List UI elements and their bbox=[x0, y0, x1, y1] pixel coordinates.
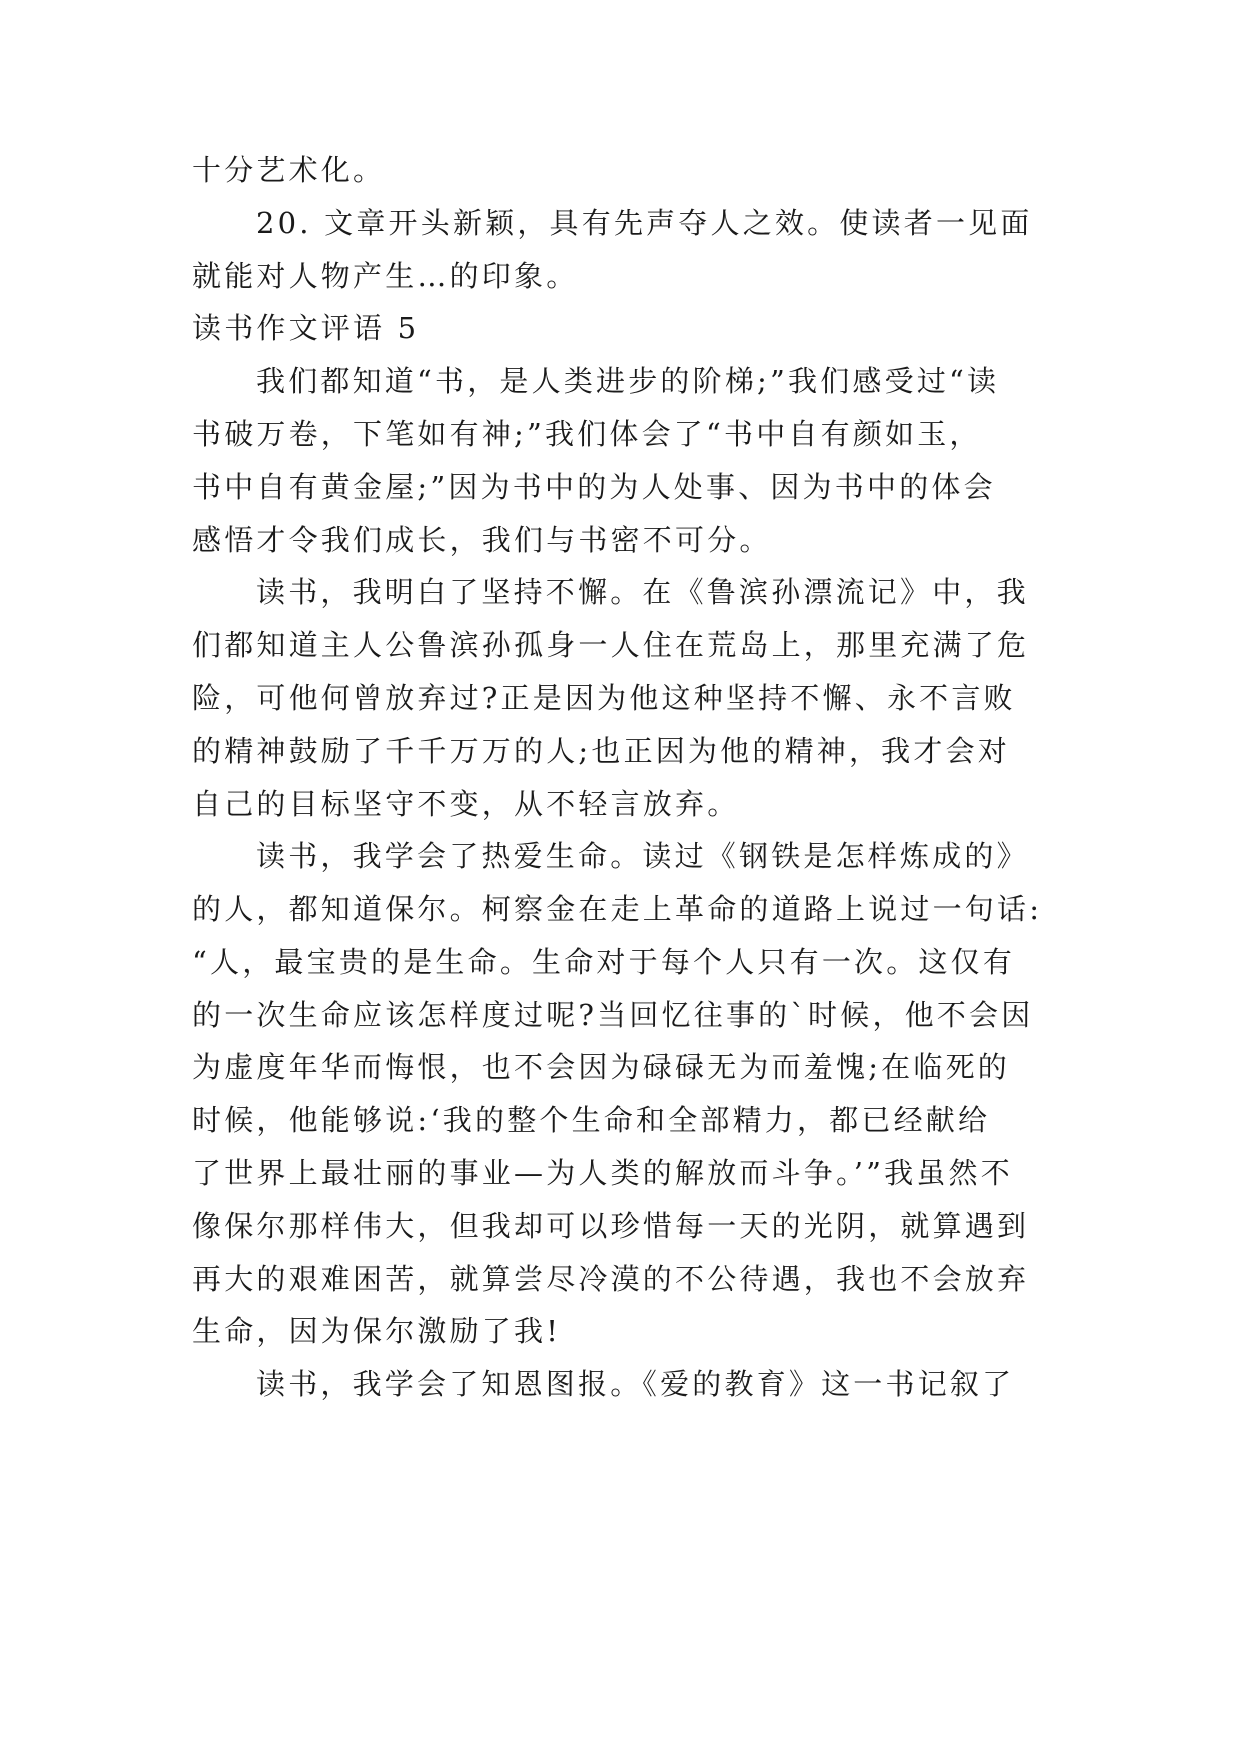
text-line: 十分艺术化。 bbox=[192, 153, 386, 187]
text-line: 的精神鼓励了千千万万的人;也正因为他的精神，我才会对 bbox=[192, 734, 1010, 768]
text-line: 就能对人物产生…的印象。 bbox=[192, 259, 579, 293]
text-line: 读书，我学会了知恩图报。《爱的教育》这一书记叙了 bbox=[256, 1367, 1015, 1401]
text-line: 书破万卷，下笔如有神;”我们体会了“书中自有颜如玉， bbox=[192, 417, 982, 451]
text-line: 像保尔那样伟大，但我却可以珍惜每一天的光阴，就算遇到 bbox=[192, 1209, 1030, 1243]
text-line: 自己的目标坚守不变，从不轻言放弃。 bbox=[192, 787, 740, 821]
text-line: 的一次生命应该怎样度过呢?当回忆往事的`时候，他不会因 bbox=[192, 998, 1034, 1032]
text-line: 时候，他能够说:‘我的整个生命和全部精力，都已经献给 bbox=[192, 1103, 991, 1137]
text-line: 20. 文章开头新颖，具有先声夺人之效。使读者一见面 bbox=[256, 206, 1033, 240]
text-line: 读书，我明白了坚持不懈。在《鲁滨孙漂流记》中，我 bbox=[256, 575, 1029, 609]
text-line: 险，可他何曾放弃过?正是因为他这种坚持不懈、永不言败 bbox=[192, 681, 1016, 715]
text-line: 再大的艰难困苦，就算尝尽冷漠的不公待遇，我也不会放弃 bbox=[192, 1262, 1030, 1296]
text-line: 生命，因为保尔激励了我! bbox=[192, 1314, 562, 1348]
section-heading: 读书作文评语 5 bbox=[192, 311, 420, 345]
text-line: 了世界上最壮丽的事业—为人类的解放而斗争。’”我虽然不 bbox=[192, 1156, 1013, 1190]
text-line: “人，最宝贵的是生命。生命对于每个人只有一次。这仅有 bbox=[192, 945, 1016, 979]
text-line: 的人，都知道保尔。柯察金在走上革命的道路上说过一句话: bbox=[192, 892, 1043, 926]
text-line: 读书，我学会了热爱生命。读过《钢铁是怎样炼成的》 bbox=[256, 839, 1029, 873]
text-line: 为虚度年华而悔恨，也不会因为碌碌无为而羞愧;在临死的 bbox=[192, 1050, 1010, 1084]
text-line: 我们都知道“书，是人类进步的阶梯;”我们感受过“读 bbox=[256, 364, 1000, 398]
text-line: 书中自有黄金屋;”因为书中的为人处事、因为书中的体会 bbox=[192, 470, 996, 504]
text-line: 感悟才令我们成长，我们与书密不可分。 bbox=[192, 523, 772, 557]
text-line: 们都知道主人公鲁滨孙孤身一人住在荒岛上，那里充满了危 bbox=[192, 628, 1030, 662]
